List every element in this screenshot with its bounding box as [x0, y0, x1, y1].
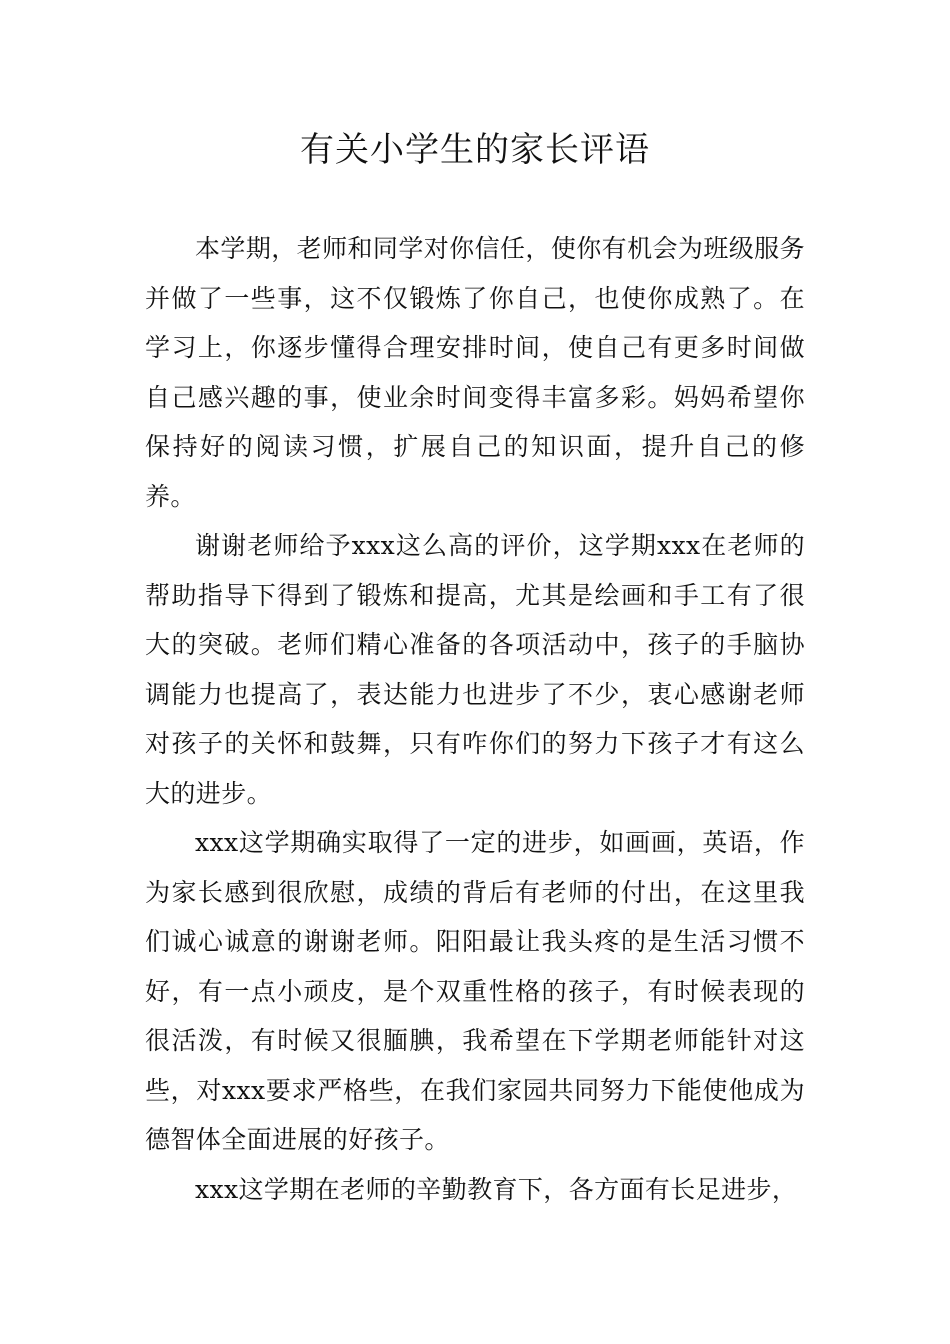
document-title: 有关小学生的家长评语 [300, 130, 650, 170]
paragraph-1: 本学期，老师和同学对你信任，使你有机会为班级服务并做了一些事，这不仅锻炼了你自己，也使你成熟了。在学习上，你逐步懂得合理安排时间，使自己有更多时间做自己感兴趣的事，使业余时间变得丰富多彩。妈妈希望你保持好的阅读习惯，扩展自己的知识面，提升自己的修养。 [145, 234, 805, 511]
paragraph-3: xxx这学期确实取得了一定的进步，如画画，英语，作为家长感到很欣慰，成绩的背后有老师的付出，在这里我们诚心诚意的谢谢老师。阳阳最让我头疼的是生活习惯不好，有一点小顽皮，是个双重性格的孩子，有时候表现的很活泼，有时候又很腼腆，我希望在下学期老师能针对这些，对xxx要求严格些，在我们家园共同努力下能使他成为德智体全面进展的好孩子。 [145, 828, 805, 1154]
paragraph-4: xxx这学期在老师的辛勤教育下，各方面有长足进步， [195, 1174, 798, 1204]
paragraph-2: 谢谢老师给予xxx这么高的评价，这学期xxx在老师的帮助指导下得到了锻炼和提高，尤其是绘画和手工有了很大的突破。老师们精心准备的各项活动中，孩子的手脑协调能力也提高了，表达能力也进步了不少，衷心感谢老师对孩子的关怀和鼓舞，只有咋你们的努力下孩子才有这么大的进步。 [145, 531, 805, 808]
document-body [145, 224, 805, 1214]
